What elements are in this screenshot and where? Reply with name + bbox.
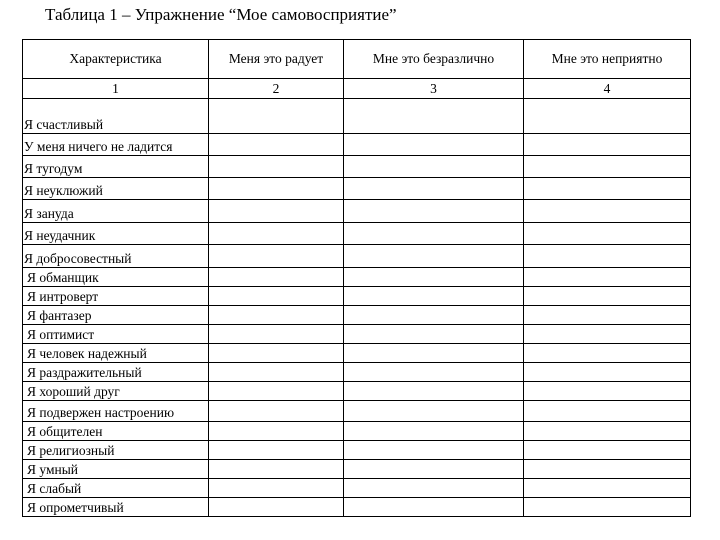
column-number-4: 4: [524, 79, 691, 99]
answer-cell: [209, 382, 344, 401]
answer-cell: [344, 268, 524, 287]
answer-cell: [524, 363, 691, 382]
table-row: [23, 479, 691, 498]
characteristic-label: Я религиозный: [23, 441, 209, 460]
answer-cell: [344, 344, 524, 363]
answer-cell: [209, 363, 344, 382]
characteristic-label: Я обманщик: [23, 268, 209, 287]
answer-cell: [209, 498, 344, 517]
answer-cell: [344, 99, 524, 134]
header-cell-characteristic: Характеристика: [23, 40, 209, 79]
answer-cell: [524, 200, 691, 223]
characteristic-label: Я человек надежный: [23, 344, 209, 363]
answer-cell: [524, 479, 691, 498]
table-row: [23, 441, 691, 460]
header-cell-unpleasant: Мне это неприятно: [524, 40, 691, 79]
answer-cell: [209, 325, 344, 344]
answer-cell: [344, 382, 524, 401]
answer-cell: [524, 245, 691, 268]
table-row: [23, 325, 691, 344]
answer-cell: [524, 134, 691, 156]
answer-cell: [524, 441, 691, 460]
answer-cell: [344, 156, 524, 178]
answer-cell: [524, 178, 691, 200]
table-row: [23, 99, 691, 134]
answer-cell: [209, 268, 344, 287]
table-row: [23, 422, 691, 441]
answer-cell: [344, 325, 524, 344]
answer-cell: [209, 223, 344, 245]
table-row: [23, 200, 691, 223]
characteristic-label: Я неудачник: [23, 223, 209, 245]
header-cell-pleases: Меня это радует: [209, 40, 344, 79]
answer-cell: [344, 401, 524, 422]
table-row: [23, 134, 691, 156]
characteristic-label: Я умный: [23, 460, 209, 479]
answer-cell: [209, 178, 344, 200]
table-row: [23, 268, 691, 287]
answer-cell: [344, 441, 524, 460]
header-cell-indifferent: Мне это безразлично: [344, 40, 524, 79]
characteristic-label: Я фантазер: [23, 306, 209, 325]
column-number-3: 3: [344, 79, 524, 99]
column-number-row: [23, 79, 691, 99]
self-perception-table: [22, 39, 691, 517]
answer-cell: [344, 178, 524, 200]
table-row: [23, 382, 691, 401]
answer-cell: [209, 156, 344, 178]
answer-cell: [524, 498, 691, 517]
table-row: [23, 287, 691, 306]
answer-cell: [344, 245, 524, 268]
characteristic-label: Я подвержен настроению: [23, 401, 209, 422]
characteristic-label: Я хороший друг: [23, 382, 209, 401]
answer-cell: [524, 306, 691, 325]
answer-cell: [209, 401, 344, 422]
answer-cell: [344, 363, 524, 382]
characteristic-label: Я интроверт: [23, 287, 209, 306]
answer-cell: [344, 287, 524, 306]
answer-cell: [344, 479, 524, 498]
table-row: [23, 498, 691, 517]
table-row: [23, 245, 691, 268]
characteristic-label: Я тугодум: [23, 156, 209, 178]
answer-cell: [209, 287, 344, 306]
table-body: [23, 99, 691, 517]
answer-cell: [524, 268, 691, 287]
table-row: [23, 178, 691, 200]
answer-cell: [209, 134, 344, 156]
column-number-2: 2: [209, 79, 344, 99]
answer-cell: [524, 401, 691, 422]
header-row: [23, 40, 691, 79]
table-row: [23, 363, 691, 382]
answer-cell: [209, 441, 344, 460]
answer-cell: [209, 306, 344, 325]
answer-cell: [344, 134, 524, 156]
answer-cell: [344, 422, 524, 441]
column-number-1: 1: [23, 79, 209, 99]
table-row: [23, 223, 691, 245]
characteristic-label: Я счастливый: [23, 99, 209, 134]
answer-cell: [524, 156, 691, 178]
answer-cell: [524, 344, 691, 363]
answer-cell: [524, 422, 691, 441]
characteristic-label: Я добросовестный: [23, 245, 209, 268]
answer-cell: [344, 223, 524, 245]
answer-cell: [524, 382, 691, 401]
characteristic-label: Я оптимист: [23, 325, 209, 344]
answer-cell: [209, 344, 344, 363]
answer-cell: [209, 460, 344, 479]
table-row: [23, 344, 691, 363]
table-row: [23, 306, 691, 325]
table-row: [23, 401, 691, 422]
answer-cell: [344, 306, 524, 325]
answer-cell: [524, 223, 691, 245]
answer-cell: [209, 479, 344, 498]
answer-cell: [209, 200, 344, 223]
answer-cell: [209, 245, 344, 268]
characteristic-label: Я общителен: [23, 422, 209, 441]
answer-cell: [344, 200, 524, 223]
characteristic-label: Я неуклюжий: [23, 178, 209, 200]
table-caption: Таблица 1 – Упражнение “Мое самовосприятие”: [45, 5, 397, 24]
answer-cell: [524, 99, 691, 134]
answer-cell: [209, 99, 344, 134]
table-row: [23, 156, 691, 178]
answer-cell: [344, 460, 524, 479]
characteristic-label: У меня ничего не ладится: [23, 134, 209, 156]
characteristic-label: Я зануда: [23, 200, 209, 223]
answer-cell: [524, 287, 691, 306]
answer-cell: [524, 460, 691, 479]
characteristic-label: Я слабый: [23, 479, 209, 498]
answer-cell: [209, 422, 344, 441]
answer-cell: [344, 498, 524, 517]
table-row: [23, 460, 691, 479]
answer-cell: [524, 325, 691, 344]
characteristic-label: Я опрометчивый: [23, 498, 209, 517]
characteristic-label: Я раздражительный: [23, 363, 209, 382]
